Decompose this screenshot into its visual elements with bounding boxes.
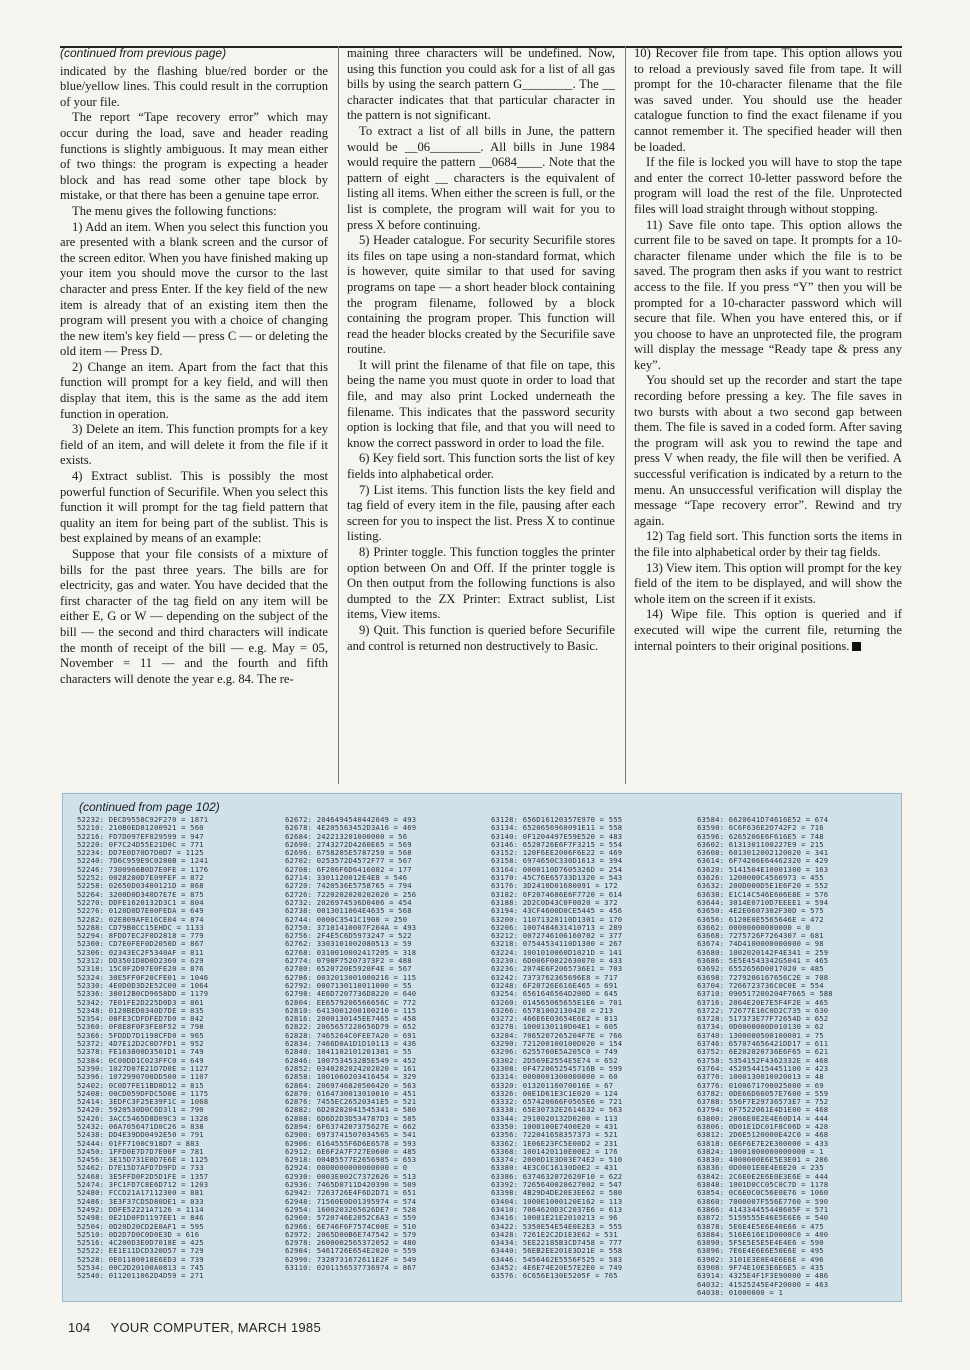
listing-line: 52372: 4D7E12D2C0D7FD1 = 952 — [77, 1039, 204, 1049]
listing-line: 63380: 4E3C0C16130D0E2 = 431 — [491, 1163, 618, 1173]
listing-line: 63770: 1000130010020013 = 48 — [697, 1072, 824, 1082]
listing-line: 63200: 11071320110D1301 = 170 — [491, 914, 623, 924]
listing-line: 52402: 0C0D7FE11BD8D12 = 815 — [77, 1080, 204, 1090]
listing-line: 52390: 1027D07E21D7D0E = 1127 — [77, 1063, 209, 1073]
listing-line: 52510: 0D2D7D0C0D0E3D = 616 — [77, 1229, 200, 1239]
listing-line: 52360: 0F8E8F0F3FE0F52 = 798 — [77, 1022, 204, 1032]
listing-line: 63650: 4E2E0607302F30D = 575 — [697, 906, 824, 916]
listing-line: 52366: 5FDDD7D1198CFD0 = 965 — [77, 1030, 204, 1040]
listing-line: 62864: 2069746820506420 = 563 — [285, 1080, 417, 1090]
listing-line: 63152: 120F6EE2006F6E22 = 469 — [491, 848, 623, 858]
listing-line: 63350: 1000100E7400E20 = 431 — [491, 1121, 618, 1131]
article-column-1 — [60, 46, 328, 784]
listing-line: 63734: 0D0000000D010130 = 62 — [697, 1022, 824, 1032]
paragraph: 8) Printer toggle. This function toggles the printer option between On and Off. If the printer toggle is On then output from the following functions is also dumpted to the ZX Printer: Extract sublist, List items, View items. — [347, 545, 615, 622]
paragraph: 10) Recover file from tape. This option allows you to reload a previously saved file from tape. It will prompt for the 10-character filename that the file was saved under. You should use the header catalogue function to find the exact filename if you cannot remember it. The specified header will then be loaded. — [634, 46, 902, 154]
listing-line: 52234: DD7E0D70D7D0D7 = 1125 — [77, 848, 204, 858]
listing-line: 63320: 01320116070016E = 67 — [491, 1080, 614, 1090]
listing-line: 52486: 3E3F37CD5D80DE1 = 833 — [77, 1196, 204, 1206]
paragraph: The menu gives the following functions: — [72, 203, 277, 218]
paragraph: 4) Extract sublist. This is possibly the most powerful function of Securifile. When you select this function it will prompt for the tag field pattern that quality an item for being part of the sublist. This is best explained by means of an example: — [60, 469, 328, 546]
article-column-3 — [625, 46, 902, 784]
listing-line: 52246: 7300966B0D7E0FE = 1176 — [77, 864, 209, 874]
listing-line: 63332: 657420666F0565E6 = 721 — [491, 1097, 623, 1107]
listing-line: 62870: 6164730013010010 = 451 — [285, 1088, 417, 1098]
paragraph: 6) Key field sort. This function sorts the list of key fields into alphabetical order. — [347, 451, 615, 482]
listing-line: 63884: 516E616E1D0000C0 = 400 — [697, 1229, 829, 1239]
paragraph: Suppose that your file consists of a mixture of bills for the past three years. The bills are for electricity, gas and water. You have decided that the first character of the tag field on any item will be either E, G or W — depending on the subject of the bill — the second and third characters will indicate the month of receipt of the bill — e.g. May = 05, November = 11 — and the fourth and fifth characters will denote the year e.g. 84. The re- — [60, 547, 328, 686]
listing-line: 62954: 1600203265626DE7 = 528 — [285, 1204, 417, 1214]
listing-line: 62732: 2026974536D0406 = 454 — [285, 897, 412, 907]
listing-line: 63110: 0201156537736974 = 867 — [285, 1263, 417, 1273]
listing-line: 62702: 0253572D4572F77 = 567 — [285, 856, 412, 866]
listing-line: 63626: 1200000C4566973 = 455 — [697, 873, 824, 883]
listing-line: 63824: 10001000000000000 = 1 — [697, 1146, 824, 1156]
listing-line: 62972: 2065D00B6E747542 = 579 — [285, 1229, 417, 1239]
listing-line: 63296: 6255760E5A205C0 = 749 — [491, 1047, 618, 1057]
listing-line: 63692: 6552656D0017020 = 485 — [697, 964, 824, 974]
listing-line: 62840: 1041102101201301 = 55 — [285, 1047, 412, 1057]
listing-line: 63266: 65781002130420 = 213 — [491, 1005, 614, 1015]
listing-line: 52540: 0112011062D4D59 = 271 — [77, 1271, 204, 1281]
end-of-article-mark — [852, 642, 861, 651]
listing-line: 63452: 4E6E74E20E57E2E0 = 749 — [491, 1263, 623, 1273]
listing-line: 63440: 56EB2EE201E3D21E = 558 — [491, 1246, 623, 1256]
listing-line: 63386: 6374632072620F10 = 622 — [491, 1171, 623, 1181]
listing-line: 63416: 10001E21E2010213 = 96 — [491, 1213, 618, 1223]
listing-line: 63434: 5EE22185B3CD7458 = 777 — [491, 1238, 623, 1248]
listing-line: 63758: 5354152F4362332E = 468 — [697, 1055, 829, 1065]
listing-line: 62846: 1007534532B5E549 = 452 — [285, 1055, 417, 1065]
listing-line: 63644: 3014E0710D7EEEE1 = 594 — [697, 897, 829, 907]
listing-line: 62930: 0003E002C7372626 = 513 — [285, 1171, 417, 1181]
listing-line: 62828: 7465264C0FEE7A20 = 691 — [285, 1030, 417, 1040]
listing-line: 62786: 0032013001000216 = 115 — [285, 972, 417, 982]
listing-line: 63686: 5E5E4543342G5041 = 465 — [697, 956, 829, 966]
listing-line: 63860: 7000007F556E7760 = 590 — [697, 1196, 829, 1206]
article-body — [60, 46, 902, 784]
listing-line: 52288: CD79B0CC15EHDC = 1133 — [77, 922, 204, 932]
listing-line: 52264: 3200D0D340D7E7E = 875 — [77, 889, 204, 899]
listing-line: 52534: 00C2D20100A0813 = 745 — [77, 1263, 204, 1273]
listing-line: 63674: 74D4100000000000 = 98 — [697, 939, 824, 949]
listing-line: 62804: EE6579206566656C = 772 — [285, 997, 417, 1007]
listing-line: 63842: 2C6E0E2E6E0E3E6E = 444 — [697, 1171, 829, 1181]
listing-line: 63218: 07544534110D1300 = 267 — [491, 939, 623, 949]
listing-line: 64032: 41525245E4F20000 = 463 — [697, 1279, 829, 1289]
listing-line: 62678: 4E205563452D3A16 = 469 — [285, 823, 417, 833]
listing-line: 62882: 6D20202041545341 = 580 — [285, 1105, 417, 1115]
listing-line: 52240: 7D6C959E9C0280B = 1241 — [77, 856, 209, 866]
listing-line: 63356: 722041658357373 = 521 — [491, 1130, 618, 1140]
listing-line: 62780: 6520720E5920F4E = 567 — [285, 964, 412, 974]
listing-line: 63176: 3D2410D01680091 = 172 — [491, 881, 618, 891]
listing-line: 52294: 8FDD7EC2F0D2818 = 779 — [77, 931, 204, 941]
listing-line: 62756: 2F4E5C6D5973247 = 522 — [285, 931, 412, 941]
paragraph-text: 14) Wipe file. This option is queried and if executed will wipe the current file, returning the internal pointers to their original positions. — [634, 607, 902, 653]
listing-line: 52282: 02E809AFE16CE04 = 874 — [77, 914, 204, 924]
listing-line: 52432: 06A7056471D0C26 = 838 — [77, 1121, 204, 1131]
listing-line: 52426: 3ACC5465D8D09C3 = 1328 — [77, 1113, 209, 1123]
listing-line: 63326: 00E1D61E3C1E020 = 124 — [491, 1088, 618, 1098]
article-column-2 — [338, 46, 615, 784]
listing-line: 52522: EE1E11DCD320D57 = 729 — [77, 1246, 204, 1256]
listing-line: 63344: 2910020132D0200 = 113 — [491, 1113, 618, 1123]
hex-dump-column-2 — [285, 816, 416, 1272]
listing-line: 62720: 7420536E5758765 = 794 — [285, 881, 412, 891]
listing-line: 62762: 3303101002080513 = 59 — [285, 939, 412, 949]
listing-line: 62792: 0007130110011000 = 55 — [285, 980, 412, 990]
listing-line: 63896: 7E6E4E6E6E50E6E = 495 — [697, 1246, 824, 1256]
listing-line: 62984: 5461726E654E2020 = 559 — [285, 1246, 417, 1256]
listing-line: 63590: 6C6F636E2O742F2 = 716 — [697, 823, 824, 833]
listing-line: 63422: 5350E54E54E0E2E3 = 555 — [491, 1221, 623, 1231]
listing-line: 63602: 6131301100227E9 = 215 — [697, 839, 824, 849]
listing-line: 52276: 0120D0D7E00FEDA = 649 — [77, 906, 204, 916]
listing-line: 63782: 0DE66D66057E7600 = 559 — [697, 1088, 829, 1098]
paragraph: 1) Add an item. When you select this function you are presented with a blank screen and the cursor of the screen editor. When you have finished making up your item you should move the cursor to the last character and press Enter. If the key field of the new item is already that of an existing item then the program will present you with a choice of changing the new item's key field — press C — or deleting the old item — Press D. — [60, 219, 328, 359]
paragraph: 9) Quit. This function is queried before Securifile and control is returned non destructively to Basic. — [347, 622, 615, 653]
listing-line: 63392: 7265640020627002 = 547 — [491, 1180, 623, 1190]
listing-line: 64038: 01000000 = 1 — [697, 1287, 784, 1297]
listing-line: 52414: 3EDFC3F25E39F1C = 1068 — [77, 1097, 209, 1107]
listing-line: 63128: 656D16120357E970 = 555 — [491, 815, 623, 824]
listing-line: 63272: 466E6E03654E6E2 = 813 — [491, 1014, 618, 1024]
listing-line: 63902: 3101E3E0E4E6E6E = 496 — [697, 1254, 824, 1264]
listing-line: 63914: 4325E4F1F3E90000 = 486 — [697, 1271, 829, 1281]
listing-line: 63716: 2064E20E7E5F4F2E = 465 — [697, 997, 829, 1007]
publication-line: YOUR COMPUTER, MARCH 1985 — [110, 1320, 321, 1335]
listing-line: 52300: CD7E0FEF0D2050D = 867 — [77, 939, 204, 949]
listing-line: 62990: 7320731672611E2F = 549 — [285, 1254, 417, 1264]
page-footer — [68, 1320, 321, 1335]
listing-line: 62888: 6D6D2D3D534787D3 = 585 — [285, 1113, 417, 1123]
listing-line: 62924: 0000000000000000 = 0 — [285, 1163, 408, 1173]
listing-line: 63254: 6561646564D200D = 645 — [491, 989, 618, 999]
listing-line: 63260: 014565065655E1E6 = 701 — [491, 997, 623, 1007]
listing-line: 62726: 7220202020202020 = 256 — [285, 889, 417, 899]
paragraph: 5) Header catalogue. For security Securifile stores its files on tape using a non-standard format, which is however, quite similar to that used for saving programs on tape — a short header block containing the program filename, followed by a block containing the program proper. This function will read the header blocks created by the Securifile save routine. — [347, 233, 615, 357]
listing-line: 52456: 3E15D731E0D7E6E = 1125 — [77, 1155, 209, 1165]
listing-line: 62744: 0000C3541C1900 = 250 — [285, 914, 408, 924]
listing-line: 52336: 38012B0CD9658DD = 1179 — [77, 989, 209, 999]
listing-line: 62960: 5720746E2052C6A3 = 559 — [285, 1213, 417, 1223]
listing-line: 63194: 43CF4600D0CE5445 = 456 — [491, 906, 623, 916]
listing-line: 63368: 1001420110E00E2 = 176 — [491, 1146, 618, 1156]
listing-line: 62900: 6973741507034565 = 541 — [285, 1130, 417, 1140]
listing-line: 63680: 1002020142F4E341 = 259 — [697, 947, 829, 957]
listing-line: 63818: 6E6F6E7E2E300000 = 433 — [697, 1138, 829, 1148]
listing-line: 63284: 7065207265204F7E = 766 — [491, 1030, 623, 1040]
listing-line: 62852: 0340202024202020 = 161 — [285, 1063, 417, 1073]
listing-line: 52270: DDFE1620132D3C1 = 804 — [77, 897, 204, 907]
listing-line: 63212: 0072746106160702 = 377 — [491, 931, 623, 941]
listing-line: 52420: 5920530D0C6D3l1 = 790 — [77, 1105, 204, 1115]
listing-line: 52342: 7E01FE2D225D0D3 = 861 — [77, 997, 204, 1007]
listing-line: 63164: 0000110D7605326D = 254 — [491, 864, 623, 874]
code-listing-panel — [62, 793, 902, 1302]
paragraph: indicated by the flashing blue/red border or the blue/yellow lines. This could result in the corruption of your file. — [60, 63, 328, 109]
hex-dump-column-1 — [77, 816, 208, 1281]
listing-line: 52220: 0F7C24D55E21D0C = 771 — [77, 839, 204, 849]
listing-line: 62978: 2600002565372052 = 480 — [285, 1238, 417, 1248]
listing-line: 52408: 00CD059DFDC5D0E = 1175 — [77, 1088, 209, 1098]
listing-line: 62942: 7263726E4F6D2D71 = 651 — [285, 1188, 417, 1198]
listing-line: 62750: 37101410007F204A = 493 — [285, 922, 417, 932]
paragraph: 12) Tag field sort. This function sorts the items in the file into alphabetical order by their tag fields. — [634, 529, 902, 559]
listing-line: 62966: 6E746F6F7574C00E = 510 — [285, 1221, 417, 1231]
listing-line: 63620: 5141504E10001300 = 163 — [697, 864, 829, 874]
paragraph: It will print the filename of that file on tape, this being the name you must quote in order to load that file, and may also print Locked underneath the filename. This indicates that the password security option is locking that file, and that you will need to know the correct password in order to load the file. — [347, 357, 615, 450]
listing-line: 62816: 2000130145EE7465 = 458 — [285, 1014, 417, 1024]
listing-line: 52232: DECD9558C92F270 = 1871 — [77, 815, 209, 824]
listing-line: 52330: 4E0D0D3D2E52C00 = 1064 — [77, 980, 209, 990]
listing-line: 62690: 2743272D4260E65 = 569 — [285, 839, 412, 849]
paragraph: If the file is locked you will have to stop the tape and enter the correct 10-letter password before the program will load the rest of the file. Unprotected files will load straight through without stopping. — [634, 155, 902, 216]
listing-line: 63830: 4000000E6E5E3E01 = 286 — [697, 1155, 829, 1165]
listing-line: 52384: 0C00DD1C023FFC0 = 649 — [77, 1055, 204, 1065]
listing-line: 52504: 0D20D20CD2E0AF1 = 595 — [77, 1221, 204, 1231]
listing-line: 63740: 1300000500100001 = 75 — [697, 1030, 824, 1040]
listing-line: 52354: 08FE3CDFDFED7D0 = 842 — [77, 1014, 204, 1024]
listing-line: 63188: 2D2C0D43C0F0020 = 372 — [491, 897, 618, 907]
listing-line: 63398: 4B29D4DE20E3EE62 = 580 — [491, 1188, 623, 1198]
listing-line: 62948: 71560E0D01395974 = 574 — [285, 1196, 417, 1206]
listing-line: 63854: 0C6E0C0C56E0E76 = 1060 — [697, 1188, 829, 1198]
listing-line: 63908: 9F74E10E3E6E6E5 = 435 — [697, 1263, 824, 1273]
paragraph: 13) View item. This option will prompt for the key field of the item to be displayed, and will show the whole item on the screen if it exists. — [634, 560, 902, 606]
listing-line: 63872: 5159555E46E5E6E6 = 540 — [697, 1213, 829, 1223]
listing-line: 62768: 0310010002417205 = 318 — [285, 947, 417, 957]
listing-line: 62774: 0798F75207373F2 = 488 — [285, 956, 412, 966]
paragraph: To extract a list of all bills in June, the pattern would be __06________. All bills in June 1984 would require the pattern __0684____. Note that the pattern of eight __ characters is the equivalent of listing all items. When either the screen is full, or the list is complete, the program will wait for you to press X before continuing. — [347, 123, 615, 232]
listing-line: 62684: 242213201000000 = 56 — [285, 831, 408, 841]
listing-line: 62672: 2046494540442049 = 493 — [285, 815, 417, 824]
listing-line: 52498: 0E21D0FD1197EE1 = 846 — [77, 1213, 204, 1223]
listing-line: 63224: 1001010060D1021D = 141 — [491, 947, 623, 957]
listing-line: 52324: 30E5FF0F20CFE01 = 1046 — [77, 972, 209, 982]
listing-line: 63632: 200D000D5E1E6F20 = 552 — [697, 881, 829, 891]
listing-line: 52258: 02650D03400121D = 868 — [77, 881, 204, 891]
listing-line: 52462: D7E15D7AFD7D9FD = 733 — [77, 1163, 204, 1173]
listing-line: 63866: 414334455448605F = 571 — [697, 1204, 829, 1214]
listing-line: 63182: 6F2074686E6F7720 = 614 — [491, 889, 623, 899]
page-number: 104 — [68, 1320, 91, 1335]
listing-line: 62876: 7455EC26520341E5 = 521 — [285, 1097, 417, 1107]
listing-line: 63668: 7275726F7264307 = 681 — [697, 931, 824, 941]
listing-line: 52492: DDFE52221A7126 = 1114 — [77, 1204, 204, 1214]
listing-line: 63794: 6F7522061E4D1E00 = 468 — [697, 1105, 829, 1115]
listing-line: 63428: 7261E2C2D1E3E62 = 531 — [491, 1229, 618, 1239]
listing-line: 52480: FCCD21A17112300 = 881 — [77, 1188, 204, 1198]
listing-line: 63764: 4520544154451100 = 423 — [697, 1063, 829, 1073]
listing-line: 63230: 6D006F0022630070 = 433 — [491, 956, 623, 966]
listing-line: 63242: 7373762365696E8 = 717 — [491, 972, 618, 982]
paragraph: 11) Save file onto tape. This option allows the current file to be saved on tape. It prompts for a 10-character filename under which the file is to be saved. The program then asks if you want to restrict access to the file. If you press “Y” then you will be prompted for a 10-character password which will secure that file. When you have entered this, or if you choose to have an unprotected file, the program will display the message “Ready tape & press any key”. — [634, 217, 902, 372]
listing-line: 52210: 210B0ED81200921 = 560 — [77, 823, 204, 833]
listing-line: 62738: 0013011064E4635 = 568 — [285, 906, 412, 916]
listing-line: 52318: 15C0F2D07E0FE20 = 876 — [77, 964, 204, 974]
listing-line: 62894: 6F6374207375627E = 662 — [285, 1121, 417, 1131]
listing-line: 63446: 5456462E5556F525 = 583 — [491, 1254, 623, 1264]
listing-line: 63710: 090517200204F7665 = 588 — [697, 989, 833, 999]
listing-line: 63812: 2D6E5120000E42C0 = 468 — [697, 1130, 829, 1140]
listing-line: 62906: 6164555F6D6E6578 = 593 — [285, 1138, 417, 1148]
listing-line: 63656: 6120E0E5565646E = 472 — [697, 914, 824, 924]
listing-line: 63728: 517373E77F72654D = 652 — [697, 1014, 829, 1024]
listing-line: 52450: 1FFD0E7D7D7E00F = 781 — [77, 1146, 204, 1156]
listing-line: 52306: 02343EC2F5340AF = 811 — [77, 947, 204, 957]
listing-line: 63134: 6520656960091E11 = 558 — [491, 823, 623, 833]
listing-line: 52444: 01FF7100C918D7 = 883 — [77, 1138, 200, 1148]
listing-line: 63410: 7064620D3C2037E6 = 613 — [491, 1204, 623, 1214]
listing-line: 63308: 0F4720652545716B = 599 — [491, 1063, 623, 1073]
paragraph: You should set up the recorder and start the tape recording before pressing a key. The file saves in two bursts with about a two second gap between them. The file is saved in a coded form. After saving the program will ask you to rewind the tape and press V when ready, the file will then be verified. A successful verification is indicated by a return to the menu. An unsuccessful verification will display the message “Tape recovery error”. Rewind and try again. — [634, 373, 902, 528]
listing-line: 52396: 1072990700DD500 = 1107 — [77, 1072, 209, 1082]
paragraph: 7) List items. This function lists the key field and tag field of every item in the file, pausing after each screen for you to inspect the list. Press X to continue listing. — [347, 482, 615, 544]
listing-line: 63236: 2074E6F2065736E1 = 703 — [491, 964, 623, 974]
listing-continued-label: (continued from page 102) — [79, 800, 220, 814]
listing-line: 63752: 6E202020736E6F65 = 621 — [697, 1047, 829, 1057]
listing-line: 52474: 3FC1FD7C8E6D712 = 1203 — [77, 1180, 209, 1190]
listing-line: 63248: 6F20726E616E465 = 691 — [491, 980, 618, 990]
listing-line: 63170: 45C76E65733D1320 = 543 — [491, 873, 623, 883]
listing-line: 63158: 6974650C330D1613 = 394 — [491, 856, 623, 866]
paragraph: maining three characters will be undefined. Now, using this function you could ask for a list of all gas bills by using the search pattern G________. The __ character indicates that that particular character in the pattern is not significant. — [347, 46, 615, 123]
listing-line: 63704: 7266723736C0C0E = 554 — [697, 980, 824, 990]
listing-line: 52468: 3E5FFD0F2D5D1FE = 1357 — [77, 1171, 209, 1181]
listing-line: 63584: 6620641D74616E52 = 674 — [697, 815, 829, 824]
listing-line: 63290: 721200100100D020 = 154 — [491, 1039, 623, 1049]
paragraph: 2) Change an item. Apart from the fact that this function will prompt for a key field, and will then display that item, this is the same as the add item function in operation. — [60, 359, 328, 421]
listing-line: 62696: 6758205E5787250 = 568 — [285, 848, 412, 858]
listing-line: 63836: 0D0001E0E4E6E20 = 235 — [697, 1163, 824, 1173]
listing-line: 63140: 0F1204497E59E520 = 483 — [491, 831, 623, 841]
listing-line: 62834: 7466D0A1D1D10113 = 436 — [285, 1039, 417, 1049]
listing-line: 63776: 0100671700025000 = 69 — [697, 1080, 824, 1090]
listing-line: 63698: 7279206167656C2E = 708 — [697, 972, 829, 982]
listing-line: 62912: 6E6F2A7F727E0600 = 485 — [285, 1146, 417, 1156]
paragraph: The report “Tape recovery error” which may occur during the load, save and header reading functions is slightly ambiguous. It may mean either of two things: the program is expecting a header block and has read some other tape block by mistake, or that there has been a genuine tape error. — [60, 110, 328, 203]
listing-line: 62714: 3301120012E4E8 = 546 — [285, 873, 408, 883]
listing-line: 63638: E1C14C546E606E8E = 576 — [697, 889, 829, 899]
listing-line: 62810: 6413001200100210 = 115 — [285, 1005, 417, 1015]
listing-line: 62936: 7465D0711D420390 = 509 — [285, 1180, 417, 1190]
listing-line: 63576: 6C656E130E5205F = 765 — [491, 1271, 618, 1281]
paragraph: 3) Delete an item. This function prompts for a key field of an item, and will delete it from the file if it exists. — [60, 422, 328, 468]
listing-line: 52438: DD4E39DD0492E50 = 791 — [77, 1130, 204, 1140]
listing-line: 63722: 72677E16C0D2C735 = 630 — [697, 1005, 829, 1015]
listing-line: 52252: 0028200D7E09FEF = 872 — [77, 873, 204, 883]
listing-line: 52348: 0120BED0340D7DE = 835 — [77, 1005, 204, 1015]
listing-line: 63146: 6520726E6F7F3215 = 554 — [491, 839, 623, 849]
listing-line: 62822: 2065657220656D79 = 652 — [285, 1022, 417, 1032]
hex-dump-column-3 — [491, 816, 622, 1281]
listing-line: 63746: 657074656421DD17 = 611 — [697, 1039, 829, 1049]
listing-line: 63404: 1000E1000120E162 = 113 — [491, 1196, 623, 1206]
listing-line: 63338: 65E30732E2614632 = 563 — [491, 1105, 623, 1115]
listing-line: 63302: 2D569E2554E5E74 = 652 — [491, 1055, 618, 1065]
listing-line: 62858: 1001060203416454 = 329 — [285, 1072, 417, 1082]
listing-line: 63314: 0000001300000000 = 60 — [491, 1072, 618, 1082]
listing-line: 63788: 556F7E29736573E7 = 752 — [697, 1097, 829, 1107]
listing-line: 63362: 1E06E23FC5E00D2 = 231 — [491, 1138, 618, 1148]
listing-line: 63848: 1001D0CC05C0C7D = 1178 — [697, 1180, 829, 1190]
listing-line: 63596: 6265206E6F616E5 = 748 — [697, 831, 824, 841]
listing-line: 63206: 1007484631410713 = 289 — [491, 922, 623, 932]
paragraph-final — [634, 607, 902, 654]
listing-line: 63608: 6013012002120020 = 341 — [697, 848, 829, 858]
continued-label: (continued from previous page) — [60, 46, 227, 60]
listing-line: 63806: 0D01E1DC01F8C06D = 428 — [697, 1121, 829, 1131]
listing-line: 63800: 2066E0E2E4E60D14 = 444 — [697, 1113, 829, 1123]
listing-line: 52378: FE163800D3501D1 = 749 — [77, 1047, 204, 1057]
listing-line: 52312: DD3501D0D0D2360 = 629 — [77, 956, 204, 966]
listing-line: 62918: 004B5577E2656985 = 653 — [285, 1155, 417, 1165]
listing-line: 52528: 0E01180018E6ED3 = 739 — [77, 1254, 204, 1264]
hex-dump-column-4 — [697, 816, 833, 1297]
listing-line: 63614: 6F74206E64462320 = 429 — [697, 856, 829, 866]
listing-line: 63662: 00000000000000 = 0 — [697, 922, 811, 932]
listing-line: 63278: 1000130110D04E1 = 605 — [491, 1022, 618, 1032]
listing-line: 52216: FD7D097EF029599 = 947 — [77, 831, 204, 841]
listing-line: 63890: 5F5E5E5E5E4E4E6 = 590 — [697, 1238, 824, 1248]
listing-line: 62708: 6F206F6D6416002 = 177 — [285, 864, 412, 874]
listing-line: 63374: 2000D1E3D03E74E2 = 510 — [491, 1155, 623, 1165]
listing-line: 62798: 4E6D7207736D8220 = 640 — [285, 989, 417, 999]
listing-line: 52516: 4C200D3E0D7018E = 425 — [77, 1238, 204, 1248]
listing-line: 63878: 5E6E4E5E6E40E66 = 475 — [697, 1221, 824, 1231]
